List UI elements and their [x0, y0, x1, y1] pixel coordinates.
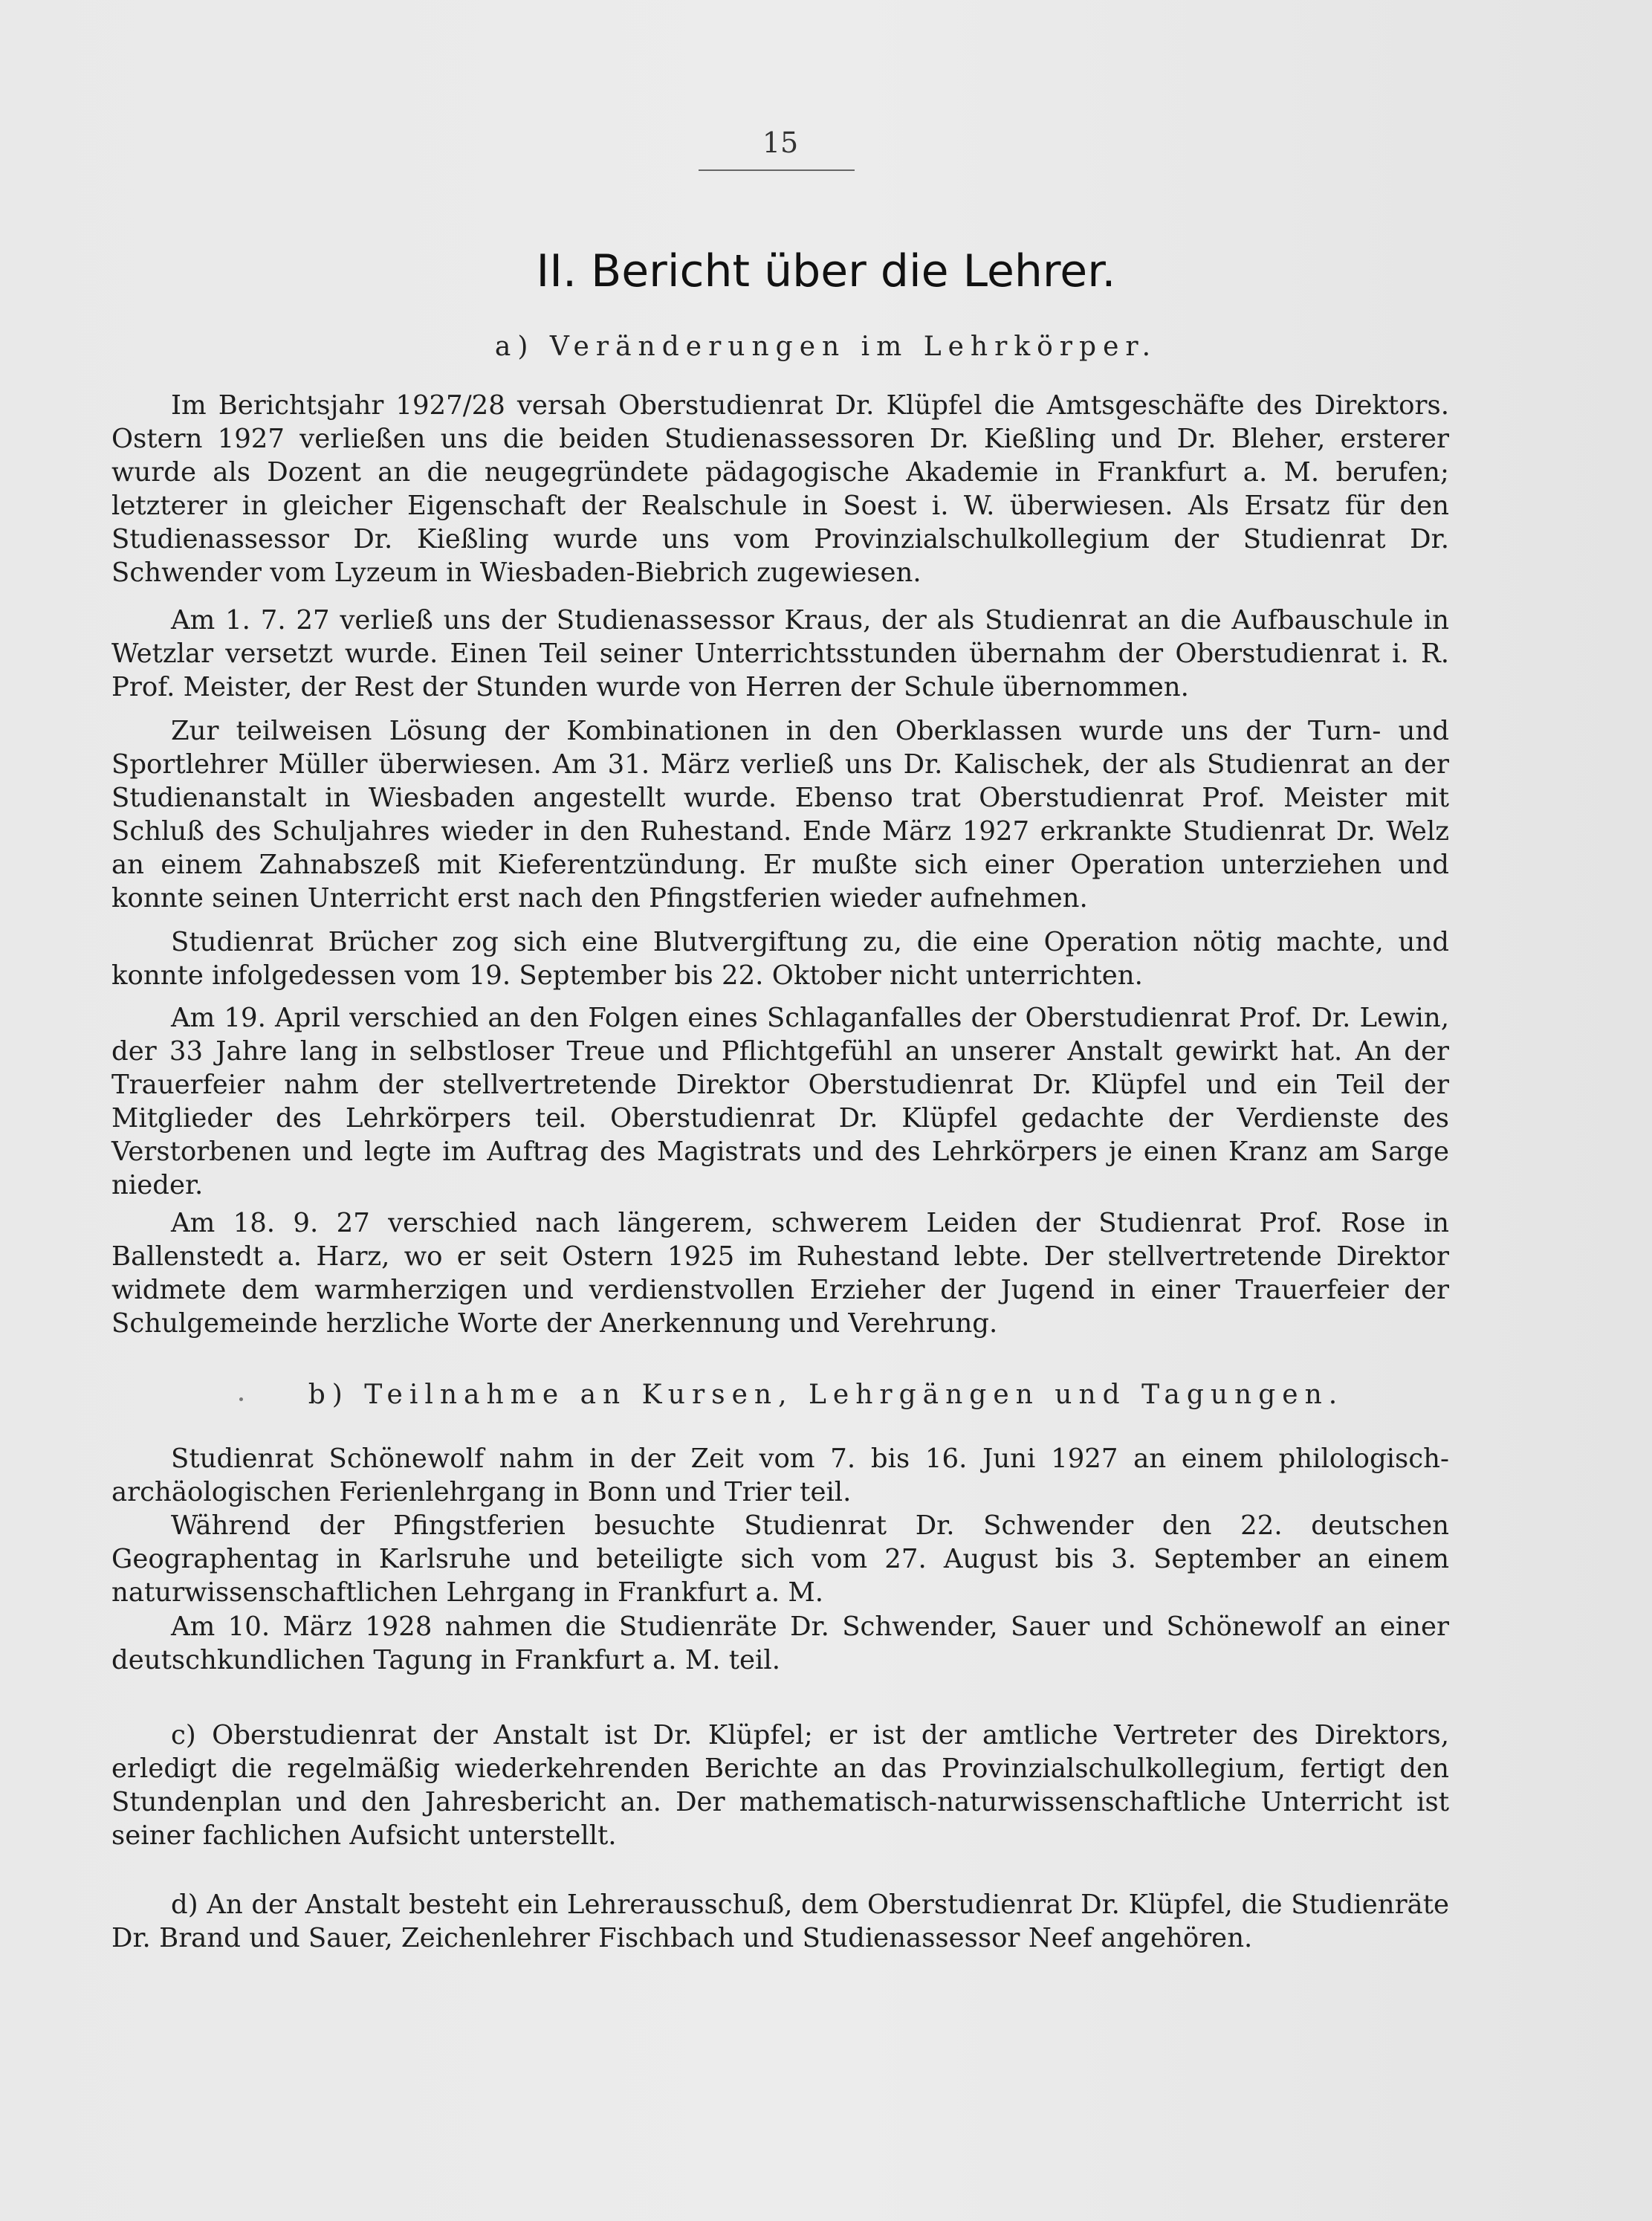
page-title: II. Bericht über die Lehrer. — [536, 245, 1116, 297]
section-a-paragraph-3: Zur teilweisen Lösung der Kombinationen in den Oberklassen wurde uns der Turn- und Sportlehrer Müller überwiesen. Am 31. März verließ uns Dr. Kalischek, der als Studienrat an der Studienanstalt in Wiesbaden angestellt wurde. Ebenso trat Oberstudienrat Prof. Meister mit Schluß des Schuljahres wieder in den Ruhestand. Ende März 1927 erkrankte Studienrat Dr. Welz an einem Zahnabszeß mit Kieferentzündung. Er mußte sich einer Operation unterziehen und konnte seinen Unterricht erst nach den Pfingstferien wieder aufnehmen. — [111, 716, 1449, 914]
section-c-paragraph: c) Oberstudienrat der Anstalt ist Dr. Klüpfel; er ist der amtliche Vertreter des Direktors, erledigt die regelmäßig wiederkehrenden Berichte an das Provinzialschulkollegium, fertigt den Stundenplan und den Jahresbericht an. Der mathematisch-naturwissenschaftliche Unterricht ist seiner fachlichen Aufsicht unterstellt. — [111, 1720, 1449, 1851]
section-a-paragraph-1: Im Berichtsjahr 1927/28 versah Oberstudienrat Dr. Klüpfel die Amtsgeschäfte des Direktors. Ostern 1927 verließen uns die beiden Studienassessoren Dr. Kießling und Dr. Bleher, ersterer wurde als Dozent an die neugegründete pädagogische Akademie in Frankfurt a. M. berufen; letzterer in gleicher Eigenschaft der Realschule in Soest i. W. überwiesen. Als Ersatz für den Studienassessor Dr. Kießling wurde uns vom Provinzialschulkollegium der Studienrat Dr. Schwender vom Lyzeum in Wiesbaden-Biebrich zugewiesen. — [111, 390, 1449, 588]
section-a-paragraph-2: Am 1. 7. 27 verließ uns der Studienassessor Kraus, der als Studienrat an die Aufbauschule in Wetzlar versetzt wurde. Einen Teil seiner Unterrichtsstunden übernahm der Oberstudienrat i. R. Prof. Meister, der Rest der Stunden wurde von Herren der Schule übernommen. — [111, 605, 1449, 702]
section-a-paragraph-4: Studienrat Brücher zog sich eine Blutvergiftung zu, die eine Operation nötig machte, und konnte infolgedessen vom 19. September bis 22. Oktober nicht unterrichten. — [111, 927, 1449, 991]
section-b-paragraph-1: Studienrat Schönewolf nahm in der Zeit vom 7. bis 16. Juni 1927 an einem philologisch-archäologischen Ferienlehrgang in Bonn und Trier teil. — [111, 1444, 1449, 1507]
section-a-paragraph-6: Am 18. 9. 27 verschied nach längerem, schwerem Leiden der Studienrat Prof. Rose in Ballenstedt a. Harz, wo er seit Ostern 1925 im Ruhestand lebte. Der stellvertretende Direktor widmete dem warmherzigen und verdienstvollen Erzieher der Jugend in einer Trauerfeier der Schulgemeinde herzliche Worte der Anerkennung und Verehrung. — [111, 1208, 1449, 1339]
page-number-rule — [699, 169, 855, 171]
section-b-paragraph-2: Während der Pfingstferien besuchte Studienrat Dr. Schwender den 22. deutschen Geographentag in Karlsruhe und beteiligte sich vom 27. August bis 3. September an einem naturwissenschaftlichen Lehrgang in Frankfurt a. M. — [111, 1510, 1449, 1608]
section-b-paragraph-3: Am 10. März 1928 nahmen die Studienräte Dr. Schwender, Sauer und Schönewolf an einer deutschkundlichen Tagung in Frankfurt a. M. teil. — [111, 1611, 1449, 1675]
page-number: 15 — [762, 126, 799, 159]
section-d-paragraph: d) An der Anstalt besteht ein Lehrerausschuß, dem Oberstudienrat Dr. Klüpfel, die Studienräte Dr. Brand und Sauer, Zeichenlehrer Fischbach und Studienassessor Neef angehören. — [111, 1889, 1449, 1953]
section-b-heading: b) Teilnahme an Kursen, Lehrgängen und Tagungen. — [308, 1380, 1344, 1410]
section-a-heading: a) Veränderungen im Lehrkörper. — [494, 332, 1158, 362]
section-a-paragraph-5: Am 19. April verschied an den Folgen eines Schlaganfalles der Oberstudienrat Prof. Dr. Lewin, der 33 Jahre lang in selbstloser Treue und Pflichtgefühl an unserer Anstalt gewirkt hat. An der Trauerfeier nahm der stellvertretende Direktor Oberstudienrat Dr. Klüpfel und ein Teil der Mitglieder des Lehrkörpers teil. Oberstudienrat Dr. Klüpfel gedachte der Verdienste des Verstorbenen und legte im Auftrag des Magistrats und des Lehrkörpers je einen Kranz am Sarge nieder. — [111, 1003, 1449, 1200]
